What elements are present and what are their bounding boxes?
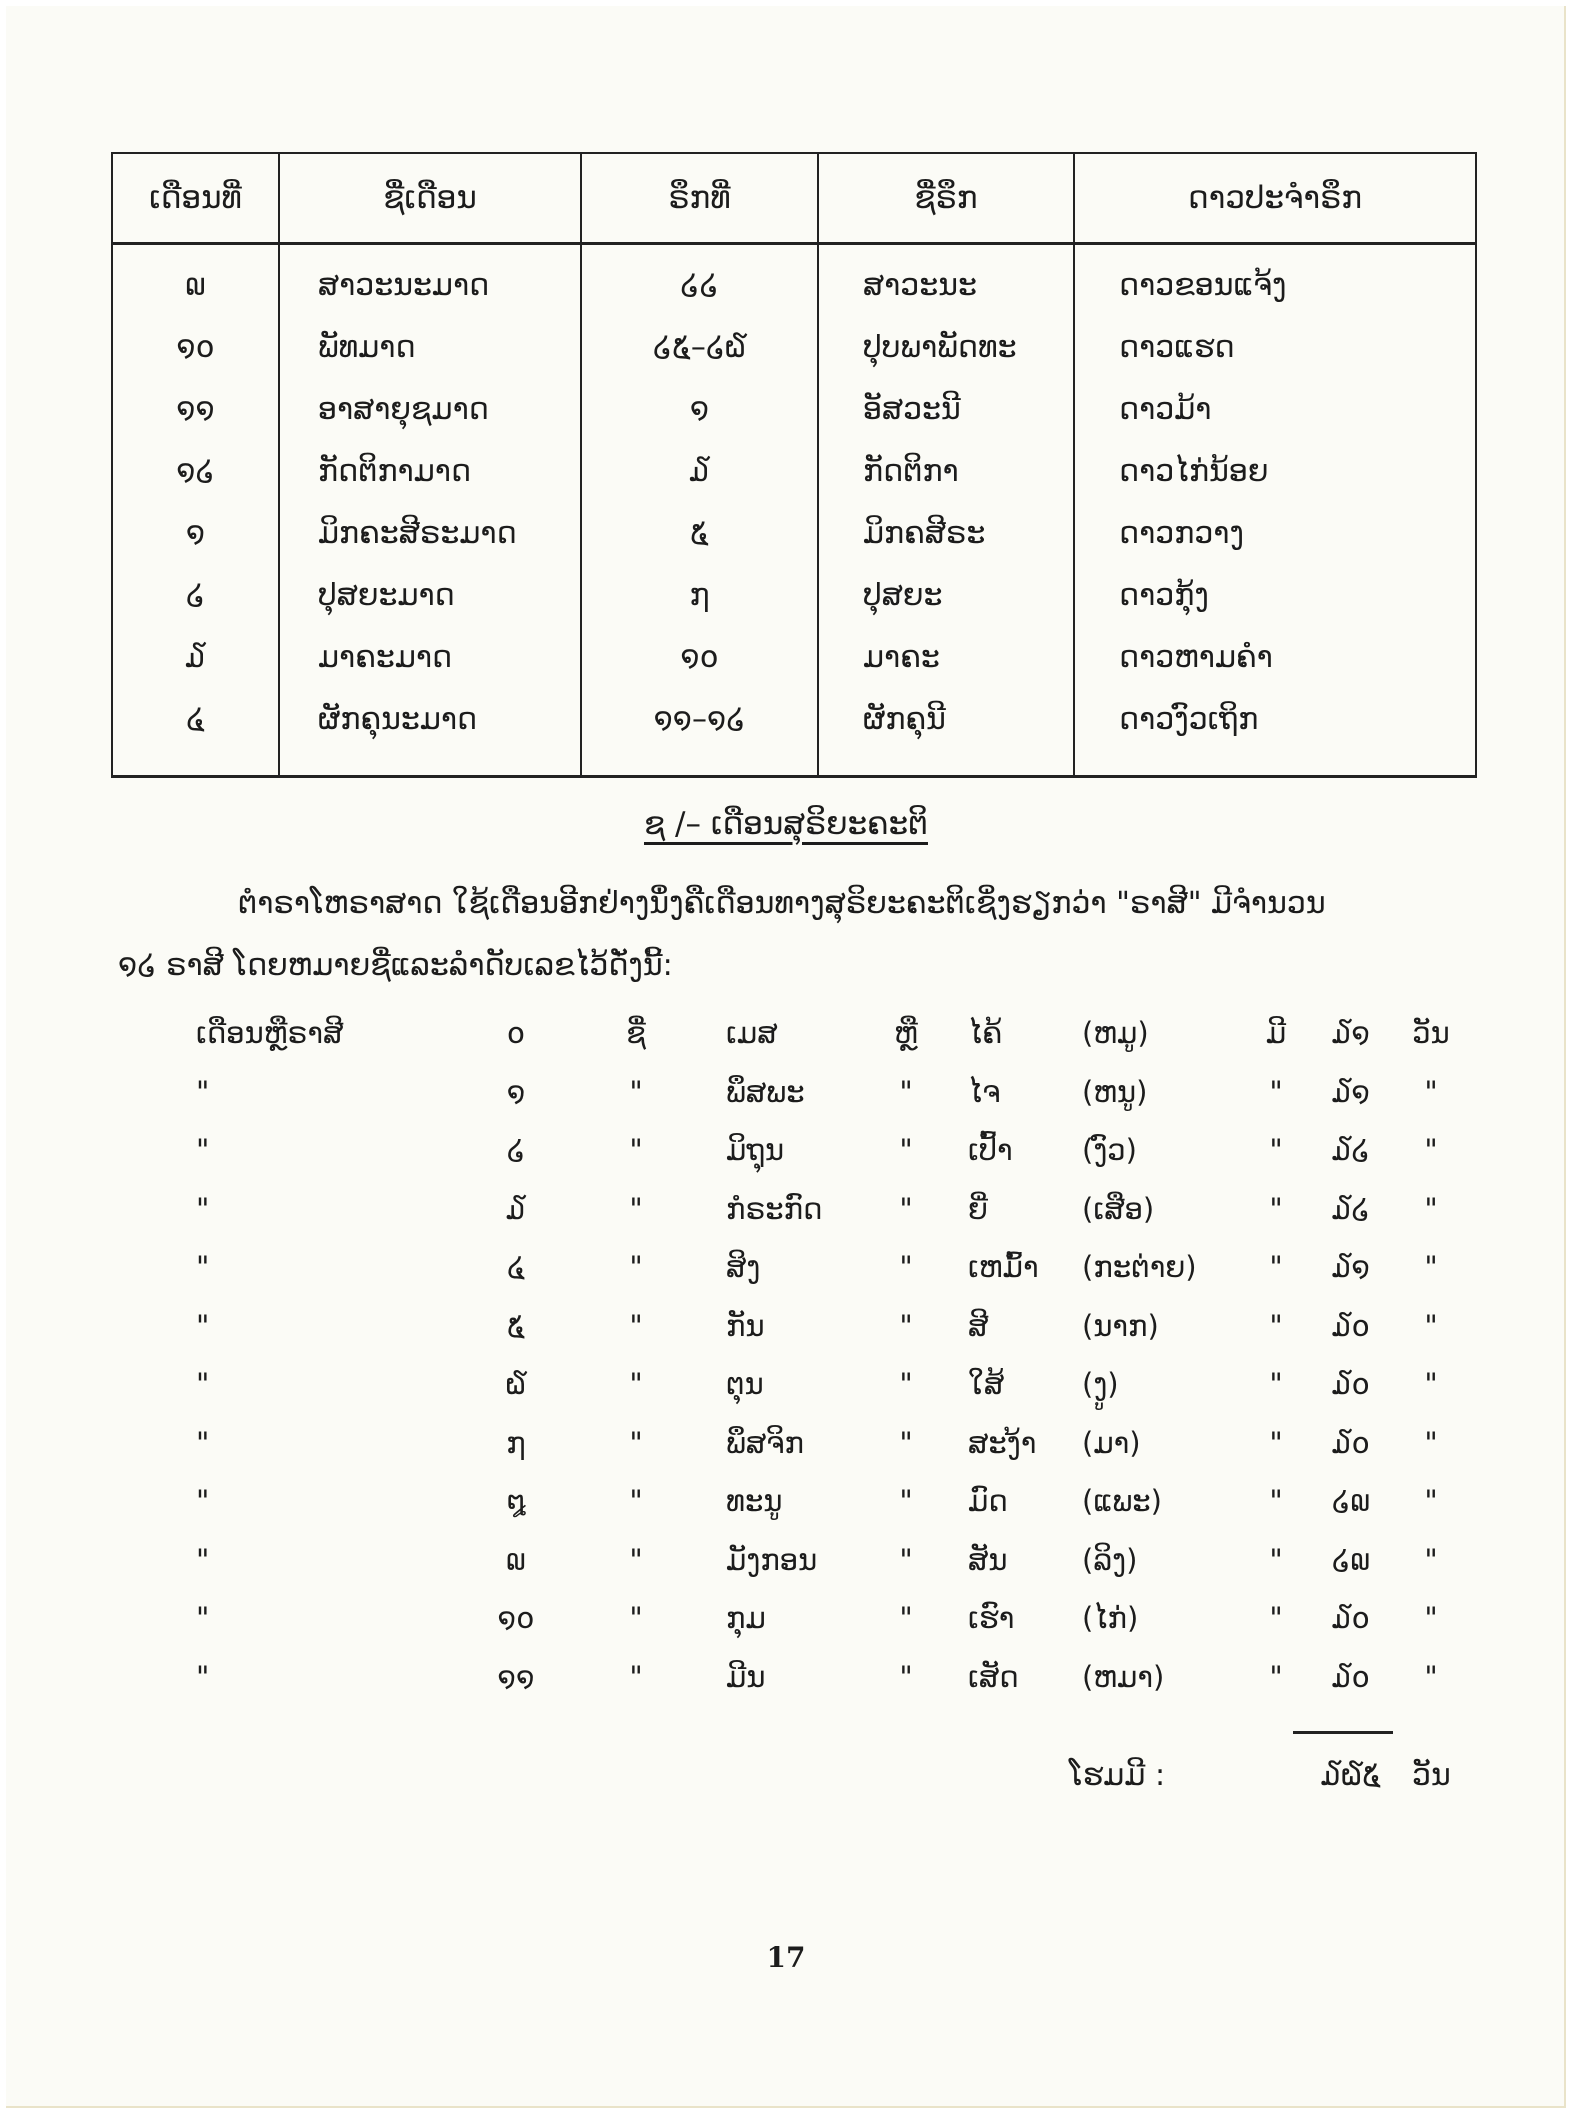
zodiac-day-unit: "	[1424, 1191, 1438, 1226]
zodiac-or-connector: "	[899, 1308, 913, 1343]
month-name-cell: ສາວະນະມາດ	[279, 244, 581, 317]
document-page	[6, 6, 1566, 2108]
zodiac-row-label: "	[196, 1542, 210, 1577]
zodiac-days: ໓໒	[1331, 1133, 1371, 1167]
zodiac-days: ໓໐	[1332, 1367, 1370, 1401]
month-number-cell: ໓	[112, 626, 279, 688]
zodiac-has-word: "	[1269, 1074, 1283, 1109]
zodiac-row	[6, 1367, 1566, 1425]
zodiac-row-label: "	[196, 1074, 210, 1109]
zodiac-animal-year: ສະງ້າ	[968, 1425, 1037, 1460]
zodiac-days: ໓໐	[1332, 1601, 1370, 1635]
zodiac-row	[6, 1543, 1566, 1601]
month-name-cell: ອາສາຍຸຊມາດ	[279, 378, 581, 440]
zodiac-sign-name: ມີນ	[726, 1659, 766, 1694]
zodiac-day-unit: "	[1424, 1074, 1438, 1109]
zodiac-days: ໓໑	[1331, 1250, 1371, 1284]
zodiac-has-word: "	[1269, 1191, 1283, 1226]
zodiac-has-word: "	[1269, 1367, 1283, 1401]
zodiac-row	[6, 1016, 1566, 1074]
zodiac-row-label: ເດືອນຫຼືຣາສີ	[196, 1016, 344, 1050]
zodiac-row	[6, 1133, 1566, 1191]
month-number-cell: ໑໐	[112, 316, 279, 378]
zodiac-days: ໓໒	[1331, 1191, 1371, 1226]
zodiac-day-unit: "	[1424, 1601, 1438, 1635]
zodiac-has-word: "	[1269, 1484, 1283, 1518]
zodiac-or-connector: "	[899, 1191, 913, 1226]
zodiac-sign-name: ພຶສພະ	[726, 1074, 805, 1109]
zodiac-sign-name: ຕຸນ	[726, 1367, 764, 1401]
zodiac-or-connector: "	[899, 1133, 913, 1167]
zodiac-animal-gloss: (ງົວ)	[1082, 1133, 1137, 1167]
zodiac-row	[6, 1426, 1566, 1484]
zodiac-row-label: "	[196, 1601, 210, 1635]
zodiac-day-unit: "	[1424, 1484, 1438, 1518]
intro-paragraph-line-1: ຕຳຣາໂຫຣາສາດ ໃຊ້ເດືອນອີກຢ່າງນຶ່ງຄືເດືອນທາງສຸຣິຍະຄະຕິເຊິ່ງຮຽກວ່າ "ຣາສີ" ມີຈຳນວນ	[238, 886, 1326, 921]
table-row	[112, 564, 1476, 626]
table-row	[112, 440, 1476, 502]
zodiac-animal-year: ເຫມົ້າ	[968, 1250, 1039, 1284]
month-number-cell: ໙	[112, 244, 279, 317]
header-month-number: ເດືອນທີ່	[112, 153, 279, 244]
table-header-row	[112, 153, 1476, 244]
zodiac-or-connector: "	[899, 1367, 913, 1401]
zodiac-number: ໑໐	[497, 1601, 535, 1635]
nakshatra-name-cell: ສາວະນະ	[818, 244, 1074, 317]
star-cell: ດາວກວາງ	[1074, 502, 1476, 564]
zodiac-name-connector: "	[629, 1659, 643, 1694]
zodiac-row	[6, 1075, 1566, 1133]
month-number-cell: ໑໑	[112, 378, 279, 440]
zodiac-sign-name: ພຶສຈິກ	[726, 1425, 804, 1460]
zodiac-has-word: "	[1269, 1308, 1283, 1343]
zodiac-day-unit: "	[1424, 1367, 1438, 1401]
zodiac-or-connector: "	[899, 1601, 913, 1635]
zodiac-animal-year: ສີ	[968, 1308, 989, 1343]
table-row	[112, 626, 1476, 688]
zodiac-number: ໘	[506, 1484, 526, 1518]
lunar-month-table	[111, 152, 1477, 778]
zodiac-animal-year: ສັນ	[968, 1542, 1008, 1577]
nakshatra-number-cell: ໗	[581, 564, 818, 626]
zodiac-row-label: "	[196, 1133, 210, 1167]
zodiac-row	[6, 1601, 1566, 1659]
zodiac-or-connector: "	[899, 1425, 913, 1460]
zodiac-day-unit: "	[1424, 1425, 1438, 1460]
header-month-name: ຊື່ເດືອນ	[279, 153, 581, 244]
zodiac-animal-year: ເປົ້າ	[968, 1133, 1013, 1167]
zodiac-has-word: "	[1269, 1601, 1283, 1635]
zodiac-days: ໒໙	[1331, 1542, 1371, 1577]
zodiac-row-label: "	[196, 1484, 210, 1518]
zodiac-animal-gloss: (ຫມູ)	[1082, 1016, 1149, 1050]
zodiac-name-connector: "	[629, 1308, 643, 1343]
zodiac-sign-name: ກັນ	[726, 1308, 765, 1343]
zodiac-row-label: "	[196, 1250, 210, 1284]
zodiac-number: ໓	[506, 1191, 526, 1226]
zodiac-row-label: "	[196, 1191, 210, 1226]
month-number-cell: ໑໒	[112, 440, 279, 502]
zodiac-days: ໓໐	[1332, 1659, 1370, 1694]
nakshatra-number-cell: ໒໕–໒໖	[581, 316, 818, 378]
zodiac-has-word: "	[1269, 1133, 1283, 1167]
zodiac-animal-gloss: (ແພະ)	[1082, 1484, 1162, 1518]
nakshatra-number-cell: ໕	[581, 502, 818, 564]
zodiac-days: ໓໑	[1331, 1074, 1371, 1109]
nakshatra-name-cell: ມິກຄສີຣະ	[818, 502, 1074, 564]
table-row	[112, 502, 1476, 564]
zodiac-animal-year: ໃສ້	[968, 1367, 1005, 1401]
zodiac-days: ໒໙	[1331, 1484, 1371, 1518]
table-row	[112, 244, 1476, 317]
month-name-cell: ມິກຄະສີຣະມາດ	[279, 502, 581, 564]
total-unit: ວັນ	[1412, 1758, 1451, 1793]
star-cell: ດາວຫາມຄຳ	[1074, 626, 1476, 688]
zodiac-sign-name: ເມສ	[726, 1016, 778, 1050]
header-star: ດາວປະຈຳຣຶກ	[1074, 153, 1476, 244]
total-label: ໂຮມມີ :	[1069, 1758, 1166, 1793]
zodiac-row	[6, 1309, 1566, 1367]
zodiac-number: ໙	[506, 1542, 526, 1577]
zodiac-animal-gloss: (ຫມາ)	[1082, 1659, 1165, 1694]
zodiac-or-connector: "	[899, 1074, 913, 1109]
nakshatra-name-cell: ກັດຕິກາ	[818, 440, 1074, 502]
month-number-cell: ໑	[112, 502, 279, 564]
month-name-cell: ຜັກຄຸນະມາດ	[279, 688, 581, 777]
month-number-cell: ໔	[112, 688, 279, 777]
zodiac-animal-year: ໄຄ້	[968, 1016, 1003, 1050]
zodiac-or-connector: "	[899, 1484, 913, 1518]
month-name-cell: ພັທມາດ	[279, 316, 581, 378]
zodiac-day-unit: "	[1424, 1133, 1438, 1167]
zodiac-animal-year: ເສັດ	[968, 1659, 1019, 1694]
nakshatra-number-cell: ໓	[581, 440, 818, 502]
zodiac-or-connector: "	[899, 1250, 913, 1284]
zodiac-animal-year: ມົດ	[968, 1484, 1008, 1518]
zodiac-animal-year: ເຮົາ	[968, 1601, 1015, 1635]
zodiac-name-connector: "	[629, 1601, 643, 1635]
zodiac-sign-name: ສິງ	[726, 1250, 761, 1284]
zodiac-row-label: "	[196, 1425, 210, 1460]
zodiac-animal-year: ໄຈ	[968, 1074, 1001, 1109]
zodiac-animal-gloss: (ຫນູ)	[1082, 1074, 1148, 1109]
zodiac-name-connector: "	[629, 1133, 643, 1167]
zodiac-day-unit: "	[1424, 1308, 1438, 1343]
zodiac-name-connector: "	[629, 1074, 643, 1109]
total-rule	[1293, 1731, 1393, 1734]
star-cell: ດາວມ້າ	[1074, 378, 1476, 440]
zodiac-sign-name: ທະນູ	[726, 1484, 783, 1518]
month-name-cell: ກັດຕິກາມາດ	[279, 440, 581, 502]
zodiac-number: ໔	[506, 1250, 526, 1284]
table-row	[112, 688, 1476, 777]
nakshatra-name-cell: ຜັກຄຸນີ	[818, 688, 1074, 777]
zodiac-day-unit: "	[1424, 1659, 1438, 1694]
zodiac-row-label: "	[196, 1308, 210, 1343]
zodiac-number: ໖	[505, 1367, 527, 1401]
zodiac-row-label: "	[196, 1659, 210, 1694]
zodiac-animal-gloss: (ໄກ່)	[1082, 1601, 1139, 1635]
zodiac-day-unit: "	[1424, 1250, 1438, 1284]
zodiac-row-label: "	[196, 1367, 210, 1401]
table-row	[112, 316, 1476, 378]
zodiac-has-word: "	[1269, 1542, 1283, 1577]
zodiac-animal-gloss: (ມາ)	[1082, 1425, 1141, 1460]
zodiac-sign-name: ມັງກອນ	[726, 1542, 818, 1577]
zodiac-animal-year: ຍີ່	[968, 1191, 988, 1226]
zodiac-day-unit: "	[1424, 1542, 1438, 1577]
star-cell: ດາວໄກ່ນ້ອຍ	[1074, 440, 1476, 502]
page-number: 17	[766, 1941, 806, 1974]
month-name-cell: ມາຄະມາດ	[279, 626, 581, 688]
intro-paragraph-line-2: ໑໒ ຣາສີ ໂດຍຫມາຍຊື່ແລະລຳດັບເລຂໄວ້ດັ່ງນີ້:	[118, 948, 673, 983]
zodiac-number: ໗	[506, 1425, 526, 1460]
zodiac-animal-gloss: (ນາກ)	[1082, 1308, 1159, 1343]
nakshatra-number-cell: ໑	[581, 378, 818, 440]
zodiac-days: ໓໑	[1331, 1016, 1371, 1050]
zodiac-or-connector: "	[899, 1659, 913, 1694]
zodiac-name-connector: "	[629, 1367, 643, 1401]
zodiac-animal-gloss: (ເສືອ)	[1082, 1191, 1155, 1226]
nakshatra-name-cell: ປຸສຍະ	[818, 564, 1074, 626]
zodiac-row	[6, 1250, 1566, 1308]
zodiac-animal-gloss: (ລິງ)	[1082, 1542, 1138, 1577]
total-days: ໓໖໕	[1321, 1758, 1381, 1793]
zodiac-number: ໕	[506, 1308, 526, 1343]
star-cell: ດາວກຸ້ງ	[1074, 564, 1476, 626]
zodiac-row	[6, 1660, 1566, 1718]
zodiac-or-connector: "	[899, 1542, 913, 1577]
zodiac-day-unit: ວັນ	[1412, 1016, 1450, 1050]
zodiac-days: ໓໐	[1332, 1425, 1370, 1460]
zodiac-has-word: "	[1269, 1659, 1283, 1694]
nakshatra-number-cell: ໑໐	[581, 626, 818, 688]
zodiac-row	[6, 1192, 1566, 1250]
nakshatra-number-cell: ໑໑–໑໒	[581, 688, 818, 777]
star-cell: ດາວຂອນແຈ້ງ	[1074, 244, 1476, 317]
zodiac-name-connector: "	[629, 1191, 643, 1226]
month-number-cell: ໒	[112, 564, 279, 626]
month-name-cell: ປຸສຍະມາດ	[279, 564, 581, 626]
zodiac-name-connector: "	[629, 1250, 643, 1284]
zodiac-has-word: "	[1269, 1425, 1283, 1460]
zodiac-sign-name: ກໍຣະກົດ	[726, 1191, 823, 1226]
zodiac-number: ໒	[506, 1133, 526, 1167]
header-nakshatra-name: ຊື່ຣຶກ	[818, 153, 1074, 244]
nakshatra-name-cell: ປຸບພາພັດທະ	[818, 316, 1074, 378]
zodiac-name-connector: "	[629, 1425, 643, 1460]
table-row	[112, 378, 1476, 440]
zodiac-sign-name: ມິຖຸນ	[726, 1133, 785, 1167]
section-heading: ຊ /– ເດືອນສຸຣິຍະຄະຕິ	[644, 806, 928, 842]
zodiac-name-connector: "	[629, 1484, 643, 1518]
zodiac-or-connector: ຫຼື	[894, 1016, 918, 1050]
zodiac-sign-name: ກຸມ	[726, 1601, 766, 1635]
zodiac-number: ໑໑	[497, 1659, 535, 1694]
nakshatra-name-cell: ອັສວະນີ	[818, 378, 1074, 440]
header-nakshatra-number: ຣຶກທີ່	[581, 153, 818, 244]
star-cell: ດາວງົວເຖິກ	[1074, 688, 1476, 777]
nakshatra-number-cell: ໒໒	[581, 244, 818, 317]
zodiac-has-word: "	[1269, 1250, 1283, 1284]
zodiac-number: ໑	[506, 1074, 526, 1109]
zodiac-row	[6, 1484, 1566, 1542]
nakshatra-name-cell: ມາຄະ	[818, 626, 1074, 688]
zodiac-name-connector: ຊື່	[626, 1016, 646, 1050]
zodiac-animal-gloss: (ງູ)	[1082, 1367, 1119, 1401]
star-cell: ດາວແຮດ	[1074, 316, 1476, 378]
zodiac-has-word: ມີ	[1265, 1016, 1287, 1050]
zodiac-days: ໓໐	[1332, 1308, 1370, 1343]
zodiac-number: ໐	[506, 1016, 526, 1050]
zodiac-animal-gloss: (ກະຕ່າຍ)	[1082, 1250, 1197, 1284]
zodiac-name-connector: "	[629, 1542, 643, 1577]
